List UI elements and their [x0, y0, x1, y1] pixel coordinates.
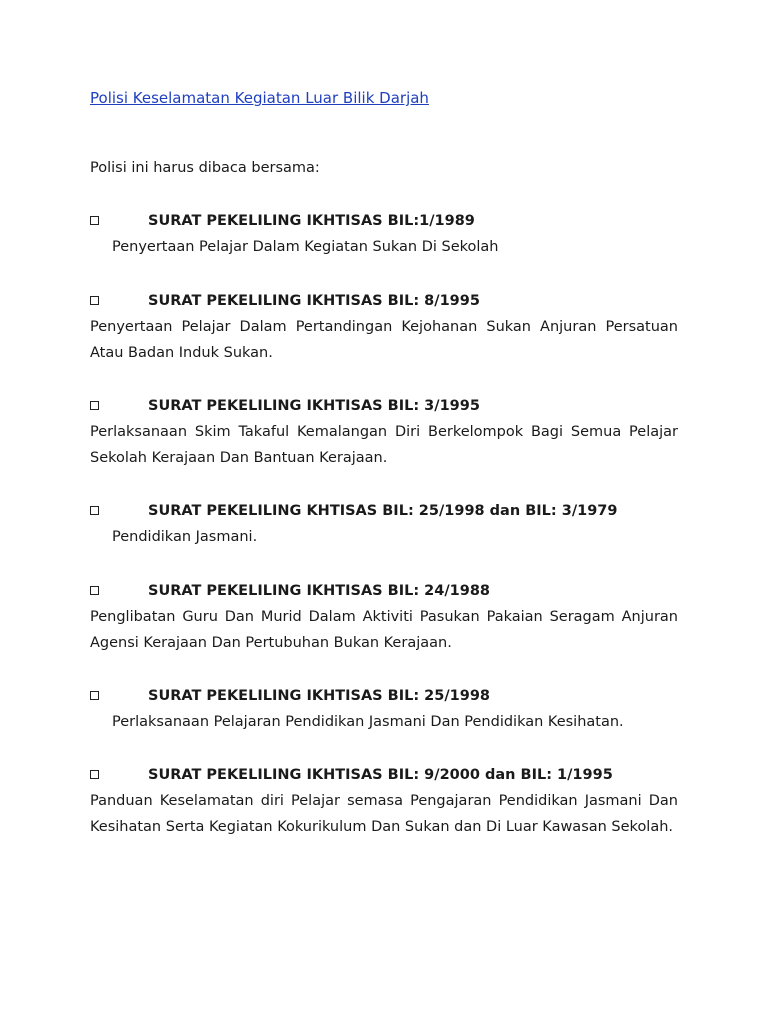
item-heading: [90, 578, 678, 604]
checkbox-bullet-icon: [90, 691, 99, 700]
item-heading: [90, 393, 678, 419]
item-description: Pendidikan Jasmani.: [112, 529, 258, 545]
checkbox-bullet-icon: [90, 586, 99, 595]
item-heading: [90, 683, 678, 709]
intro-text: Polisi ini harus dibaca bersama:: [90, 160, 320, 176]
item-heading: [90, 208, 678, 234]
checkbox-bullet-icon: [90, 216, 99, 225]
item-heading: [90, 498, 678, 524]
list-item: [90, 762, 678, 840]
item-heading-text: SURAT PEKELILING IKHTISAS BIL: 24/1988: [148, 583, 491, 599]
list-item: [90, 393, 678, 471]
checkbox-bullet-icon: [90, 401, 99, 410]
item-description: Penyertaan Pelajar Dalam Pertandingan Kejohanan Sukan Anjuran Persatuan Atau Badan Induk Sukan.: [90, 319, 678, 361]
checkbox-bullet-icon: [90, 770, 99, 779]
item-heading-text: SURAT PEKELILING IKHTISAS BIL:1/1989: [148, 213, 475, 229]
checkbox-bullet-icon: [90, 506, 99, 515]
checkbox-bullet-icon: [90, 296, 99, 305]
item-heading: [90, 288, 678, 314]
list-item: [90, 288, 678, 366]
list-item: [90, 578, 678, 656]
list-item: [90, 498, 678, 550]
item-heading-text: SURAT PEKELILING IKHTISAS BIL: 25/1998: [148, 688, 491, 704]
item-description: Perlaksanaan Pelajaran Pendidikan Jasmani Dan Pendidikan Kesihatan.: [112, 714, 624, 730]
item-description: Panduan Keselamatan diri Pelajar semasa Pengajaran Pendidikan Jasmani Dan Kesihatan Serta Kegiatan Kokurikulum Dan Sukan dan Di Luar Kawasan Sekolah.: [90, 793, 678, 835]
item-heading: [90, 762, 678, 788]
document-title[interactable]: Polisi Keselamatan Kegiatan Luar Bilik Darjah: [90, 89, 429, 107]
item-description: Penglibatan Guru Dan Murid Dalam Aktiviti Pasukan Pakaian Seragam Anjuran Agensi Kerajaan Dan Pertubuhan Bukan Kerajaan.: [90, 609, 678, 651]
list-item: [90, 683, 678, 735]
item-description: Perlaksanaan Skim Takaful Kemalangan Diri Berkelompok Bagi Semua Pelajar Sekolah Kerajaan Dan Bantuan Kerajaan.: [90, 424, 678, 466]
list-item: [90, 208, 678, 260]
item-description: Penyertaan Pelajar Dalam Kegiatan Sukan Di Sekolah: [112, 239, 499, 255]
item-heading-text: SURAT PEKELILING IKHTISAS BIL: 8/1995: [148, 293, 480, 309]
item-heading-text: SURAT PEKELILING IKHTISAS BIL: 3/1995: [148, 398, 480, 414]
item-heading-text: SURAT PEKELILING KHTISAS BIL: 25/1998 dan BIL: 3/1979: [148, 503, 618, 519]
item-heading-text: SURAT PEKELILING IKHTISAS BIL: 9/2000 dan BIL: 1/1995: [148, 767, 613, 783]
